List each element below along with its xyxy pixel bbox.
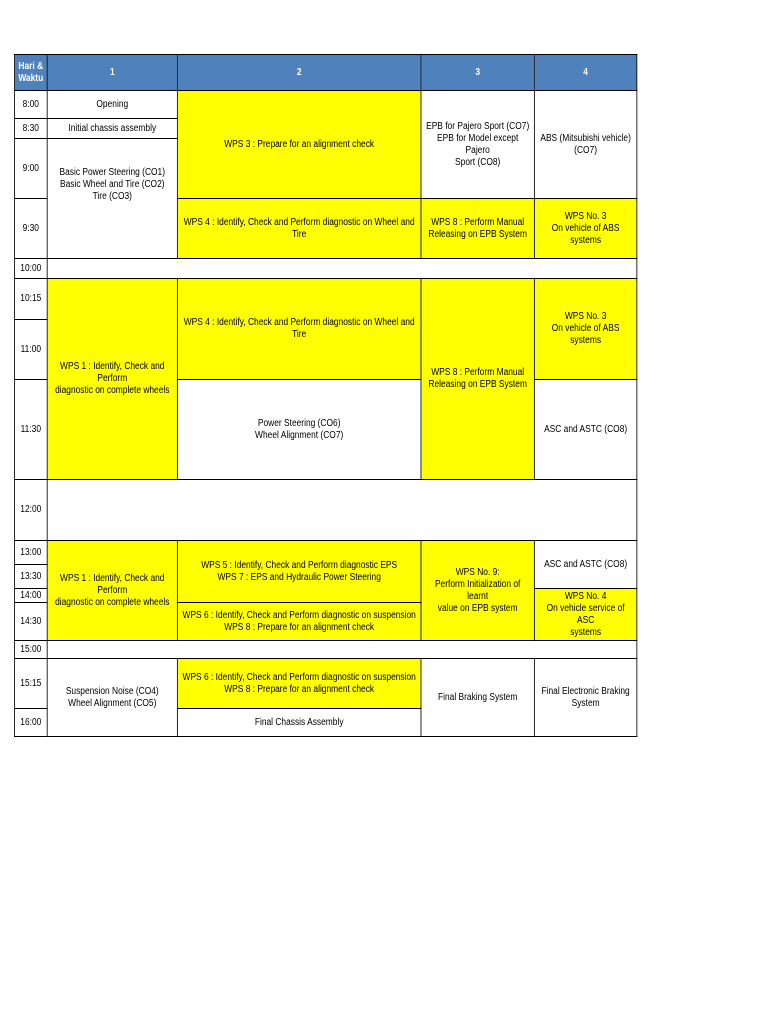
corner-header: Hari & Waktu: [14, 55, 47, 91]
schedule-table: [14, 54, 637, 737]
schedule-cell: WPS No. 3 On vehicle of ABS systems: [534, 199, 636, 259]
schedule-cell: WPS 6 : Identify, Check and Perform diagnostic on suspension WPS 8 : Prepare for an alignment check: [177, 659, 421, 709]
break-cell: [47, 641, 637, 659]
schedule-cell: WPS 4 : Identify, Check and Perform diagnostic on Wheel and Tire: [177, 279, 421, 380]
time-cell: 11:30: [14, 380, 47, 480]
schedule-cell: Suspension Noise (CO4) Wheel Alignment (CO5): [47, 659, 177, 737]
schedule-cell: WPS 5 : Identify, Check and Perform diagnostic EPS WPS 7 : EPS and Hydraulic Power Steering: [177, 541, 421, 603]
schedule-cell: WPS No. 9: Perform Initialization of learnt value on EPB system: [421, 541, 534, 641]
schedule-cell: Final Electronic Braking System: [534, 659, 636, 737]
table-row: [14, 279, 636, 320]
table-row: [14, 480, 636, 541]
table-row: [14, 541, 636, 565]
time-cell: 12:00: [14, 480, 47, 541]
time-cell: 8:00: [14, 91, 47, 119]
schedule-cell: WPS 6 : Identify, Check and Perform diagnostic on suspension WPS 8 : Prepare for an alignment check: [177, 603, 421, 641]
time-cell: 9:30: [14, 199, 47, 259]
day-header-4: 4: [534, 55, 636, 91]
time-cell: 15:00: [14, 641, 47, 659]
schedule-cell: WPS No. 4 On vehicle service of ASC systems: [534, 589, 636, 641]
time-cell: 16:00: [14, 709, 47, 737]
table-row: [14, 659, 636, 709]
schedule-cell: WPS 8 : Perform Manual Releasing on EPB System: [421, 199, 534, 259]
time-cell: 13:30: [14, 565, 47, 589]
schedule-cell: WPS 4 : Identify, Check and Perform diagnostic on Wheel and Tire: [177, 199, 421, 259]
schedule-cell: Final Chassis Assembly: [177, 709, 421, 737]
schedule-cell: WPS 1 : Identify, Check and Perform diagnostic on complete wheels: [47, 279, 177, 480]
schedule-cell: WPS 8 : Perform Manual Releasing on EPB System: [421, 279, 534, 480]
time-cell: 11:00: [14, 320, 47, 380]
schedule-cell: WPS 1 : Identify, Check and Perform diagnostic on complete wheels: [47, 541, 177, 641]
schedule-cell: Initial chassis assembly: [47, 119, 177, 139]
time-cell: 15:15: [14, 659, 47, 709]
schedule-cell: WPS No. 3 On vehicle of ABS systems: [534, 279, 636, 380]
table-row: [14, 91, 636, 119]
time-cell: 9:00: [14, 139, 47, 199]
time-cell: 14:30: [14, 603, 47, 641]
schedule-cell: ABS (Mitsubishi vehicle) (CO7): [534, 91, 636, 199]
day-header-3: 3: [421, 55, 534, 91]
schedule-cell: Basic Power Steering (CO1) Basic Wheel and Tire (CO2) Tire (CO3): [47, 139, 177, 259]
break-cell: [47, 480, 637, 541]
schedule-cell: WPS 3 : Prepare for an alignment check: [177, 91, 421, 199]
day-header-1: 1: [47, 55, 177, 91]
schedule-cell: Opening: [47, 91, 177, 119]
time-cell: 13:00: [14, 541, 47, 565]
time-cell: 10:15: [14, 279, 47, 320]
table-row: [14, 259, 636, 279]
schedule-cell: EPB for Pajero Sport (CO7) EPB for Model except Pajero Sport (CO8): [421, 91, 534, 199]
schedule-cell: Final Braking System: [421, 659, 534, 737]
schedule-cell: ASC and ASTC (CO8): [534, 541, 636, 589]
table-row: [14, 641, 636, 659]
schedule-cell: ASC and ASTC (CO8): [534, 380, 636, 480]
time-cell: 10:00: [14, 259, 47, 279]
header-row: [14, 55, 636, 91]
day-header-2: 2: [177, 55, 421, 91]
time-cell: 8:30: [14, 119, 47, 139]
time-cell: 14:00: [14, 589, 47, 603]
break-cell: [47, 259, 637, 279]
schedule-cell: Power Steering (CO6) Wheel Alignment (CO7): [177, 380, 421, 480]
